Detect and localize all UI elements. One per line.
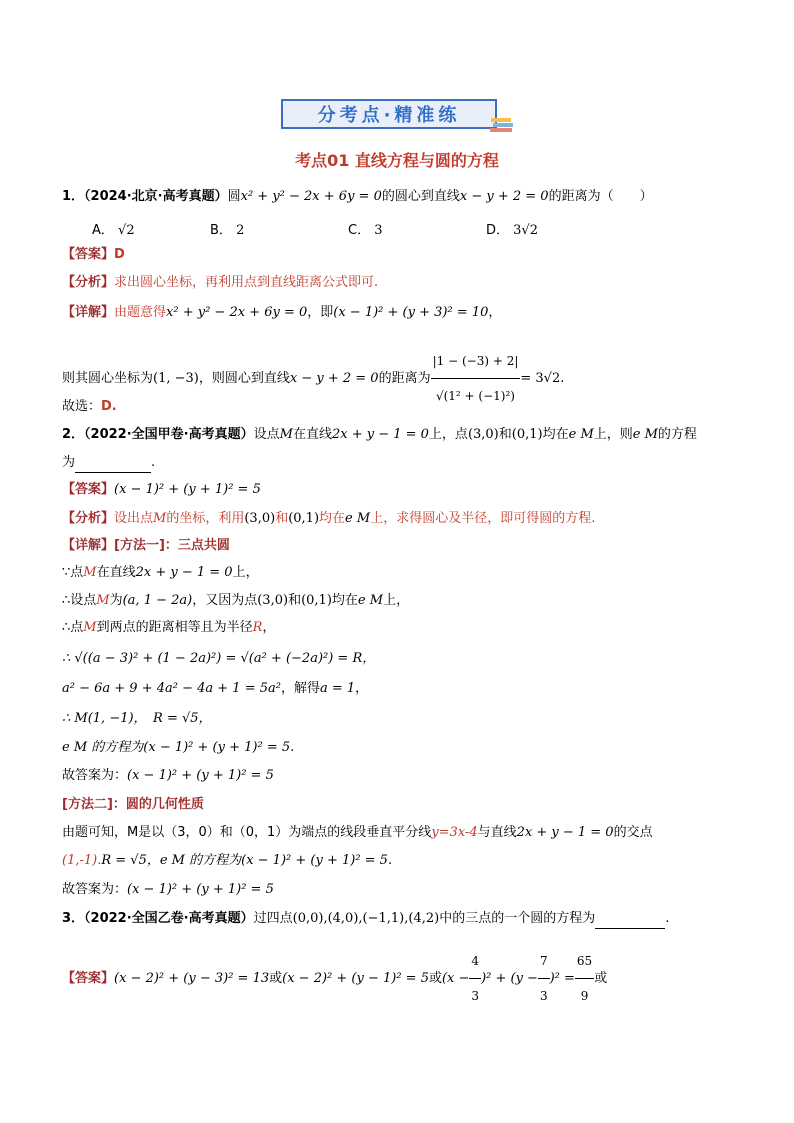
q2-method2-answer: 故答案为：(x − 1)² + (y + 1)² = 5 <box>62 882 274 897</box>
q1-answer: 【答案】D <box>62 247 125 262</box>
page-title: 考点01 直线方程与圆的方程 <box>295 151 499 170</box>
q2-stem-line2: 为 . <box>62 454 155 473</box>
books-icon <box>490 116 516 134</box>
q1-choose: 故选：D. <box>62 399 117 414</box>
answer-blank <box>595 910 665 929</box>
q2-step3: ∴点M到两点的距离相等且为半径R， <box>62 620 276 635</box>
q1-option-a: A． √2 <box>92 223 135 238</box>
q2-answer: 【答案】(x − 1)² + (y + 1)² = 5 <box>62 482 261 497</box>
q2-analysis: 【分析】设出点M的坐标，利用(3,0)和(0,1)均在e M上，求得圆心及半径，即可得圆的方程. <box>62 511 596 526</box>
q1-stem: 1．（2024·北京·高考真题）圆x² + y² − 2x + 6y = 0的圆心到直线x − y + 2 = 0的距离为（ ） <box>62 189 653 204</box>
q3-stem: 3．（2022·全国乙卷·高考真题）过四点(0,0),(4,0),(−1,1),(4,2)中的三点的一个圆的方程为 . <box>62 910 669 929</box>
q1-detail: 【详解】由题意得x² + y² − 2x + 6y = 0，即(x − 1)² + (y + 3)² = 10， <box>62 305 502 320</box>
q2-method2-line2: (1,-1).R = √5，e M 的方程为(x − 1)² + (y + 1)² = 5. <box>62 853 393 868</box>
distance-fraction: $\frac{|1 - (-3) + 2|}{\text{√(1² + (−1)²)}}$ <box>431 344 521 413</box>
q2-step2: ∴设点M为(a, 1 − 2a)，又因为点(3,0)和(0,1)均在e M上， <box>62 593 410 608</box>
q2-method2-line1: 由题可知，M是以（3，0）和（0，1）为端点的线段垂直平分线y=3x-4与直线2x + y − 1 = 0的交点 <box>62 825 653 840</box>
q1-analysis: 【分析】求出圆心坐标，再利用点到直线距离公式即可. <box>62 275 379 290</box>
q2-detail-header: 【详解】[方法一]：三点共圆 <box>62 538 230 553</box>
q2-step4: ∴ √((a − 3)² + (1 − 2a)²) = √(a² + (−2a)²) = R， <box>62 651 376 666</box>
q2-step6: ∴ M(1, −1)， R = √5， <box>62 711 212 726</box>
q2-step7: e M 的方程为(x − 1)² + (y + 1)² = 5. <box>62 740 295 755</box>
q1-option-c: C． 3 <box>348 223 383 238</box>
answer-blank <box>75 454 151 473</box>
q1-detail-line2: 则其圆心坐标为(1, −3)，则圆心到直线x − y + 2 = 0的距离为 $\frac{|1 - (-3) + 2|}{\text{√(1² + (−1)²)}}$ = 3√2. <box>62 344 564 413</box>
q2-step8: 故答案为：(x − 1)² + (y + 1)² = 5 <box>62 768 274 783</box>
q2-method2-header: [方法二]：圆的几何性质 <box>62 797 204 812</box>
section-banner <box>281 99 497 129</box>
q1-option-d: D． 3√2 <box>486 223 538 238</box>
q2-stem: 2．（2022·全国甲卷·高考真题）设点M在直线2x + y − 1 = 0上，点(3,0)和(0,1)均在e M上，则e M的方程 <box>62 427 697 442</box>
q1-option-b: B． 2 <box>210 223 245 238</box>
q2-step5: a² − 6a + 9 + 4a² − 4a + 1 = 5a²，解得a = 1， <box>62 681 369 696</box>
q2-step1: ∵点M在直线2x + y − 1 = 0上， <box>62 565 259 580</box>
q3-answer: 【答案】(x − 2)² + (y − 3)² = 13或(x − 2)² + (y − 1)² = 5或(x − $\frac{4}{3}$ )² + (y − $\frac{7}{3}$ )² = $\frac{65}{9}$ 或 <box>62 944 607 1013</box>
banner-text: 分考点·精准练 <box>317 105 461 126</box>
